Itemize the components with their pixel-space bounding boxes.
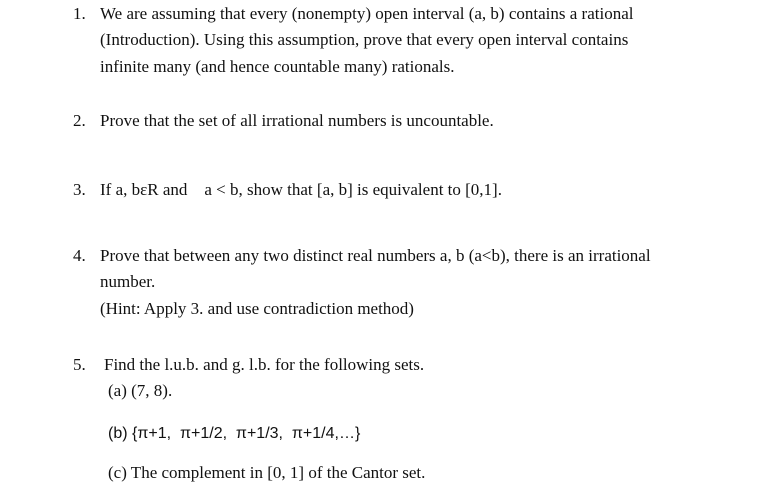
item-4-line-1: Prove that between any two distinct real numbers a, b (a<b), there is an irrational — [100, 246, 651, 265]
item-3-line-1: If a, bεR and a < b, show that [a, b] is equivalent to [0,1]. — [100, 180, 502, 199]
item-1-line-1: We are assuming that every (nonempty) open interval (a, b) contains a rational — [100, 4, 634, 23]
item-5-subitem-c: (c) The complement in [0, 1] of the Cantor set. — [108, 463, 426, 482]
item-2-number: 2. — [73, 111, 86, 130]
item-1-number: 1. — [73, 4, 86, 23]
item-2-line-1: Prove that the set of all irrational numbers is uncountable. — [100, 111, 494, 130]
item-4-number: 4. — [73, 246, 86, 265]
item-3-number: 3. — [73, 180, 86, 199]
item-5-number: 5. — [73, 355, 86, 374]
item-5-subitem-a: (a) (7, 8). — [108, 381, 173, 400]
item-1-line-3: infinite many (and hence countable many) rationals. — [100, 57, 455, 76]
item-5-line-1: Find the l.u.b. and g. l.b. for the following sets. — [104, 355, 425, 374]
item-4-line-2: number. — [100, 272, 156, 291]
item-1-line-2: (Introduction). Using this assumption, prove that every open interval contains — [100, 30, 629, 49]
item-5-subitem-b: (b) {π+1, π+1/2, π+1/3, π+1/4,…} — [108, 425, 361, 442]
item-4-line-3: (Hint: Apply 3. and use contradiction method) — [100, 299, 414, 318]
